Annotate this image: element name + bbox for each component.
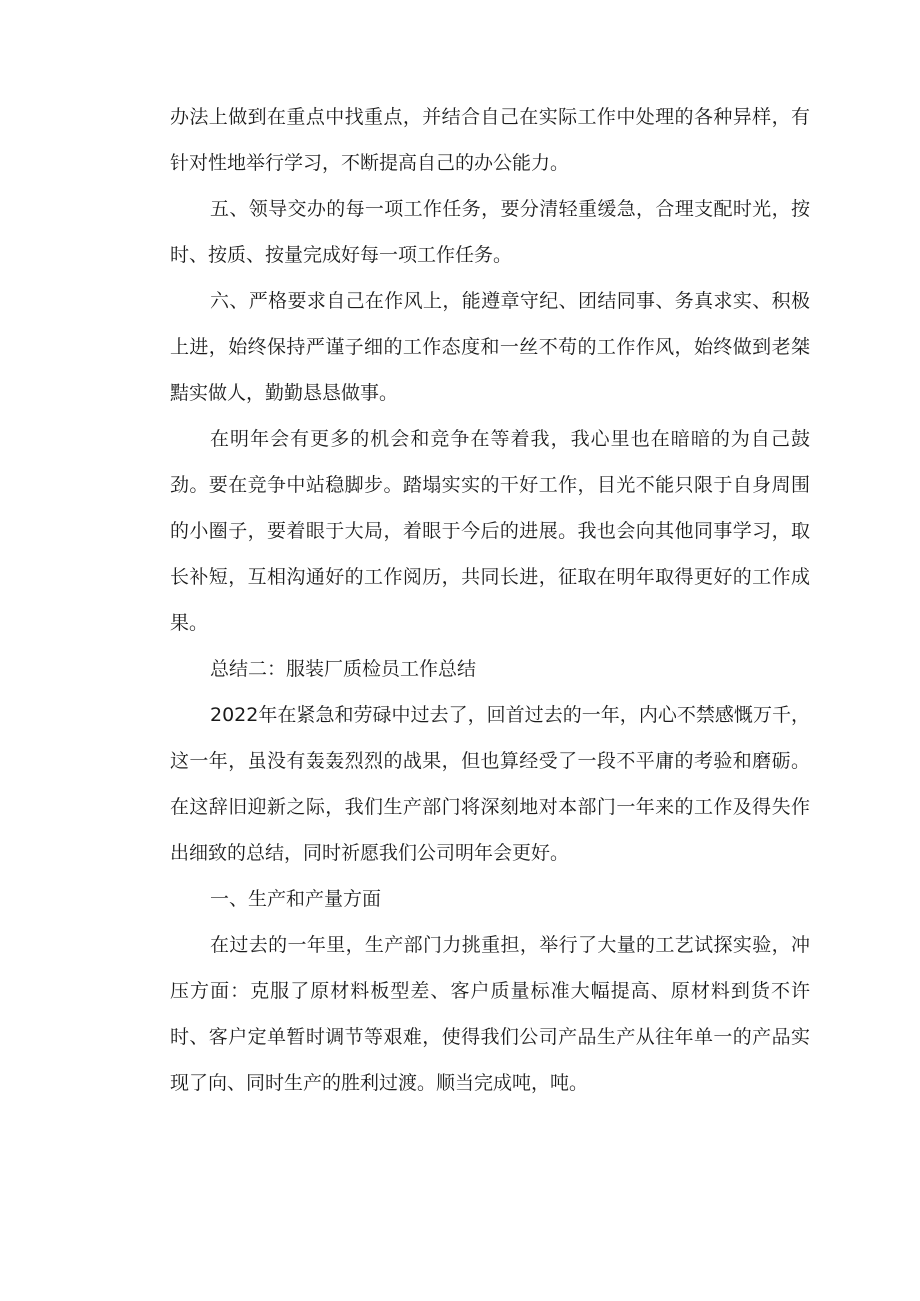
paragraph-item-six: 六、严格要求自己在作风上，能遵章守纪、团结同事、务真求实、积极上进，始终保持严谨子细的工作态度和一丝不苟的工作作风，始终做到老桀黠实做人，勤勤恳恳做事。 <box>170 290 810 404</box>
paragraph-item-five: 五、领导交办的每一项工作任务，要分清轻重缓急，合理支配时光，按时、按质、按量完成好每一项工作任务。 <box>170 198 810 266</box>
document-body <box>170 94 810 1106</box>
subsection-heading-production: 一、生产和产量方面 <box>210 888 382 910</box>
section-heading-summary-two: 总结二：服装厂质检员工作总结 <box>210 658 477 680</box>
paragraph-outlook: 在明年会有更多的机会和竞争在等着我，我心里也在暗暗的为自己鼓劲。要在竞争中站稳脚步。踏塌实实的干好工作，目光不能只限于自身周围的小圈子，要着眼于大局，着眼于今后的进展。我也会向其他同事学习，取长补短，互相沟通好的工作阅历，共同长进，征取在明年取得更好的工作成果。 <box>170 428 810 634</box>
paragraph-production: 在过去的一年里，生产部门力挑重担，举行了大量的工艺试探实验，冲压方面：克服了原材料板型差、客户质量标准大幅提高、原材料到货不许时、客户定单暂时调节等艰难，使得我们公司产品生产从往年单一的产品实现了向、同时生产的胜利过渡。顺当完成吨，吨。 <box>170 934 810 1094</box>
paragraph-year-review: 2022年在紧急和劳碌中过去了，回首过去的一年，内心不禁感慨万千，这一年，虽没有轰轰烈烈的战果，但也算经受了一段不平庸的考验和磨砺。在这辞旧迎新之际，我们生产部门将深刻地对本部门一年来的工作及得失作出细致的总结，同时祈愿我们公司明年会更好。 <box>170 704 810 864</box>
paragraph-continued: 办法上做到在重点中找重点，并结合自己在实际工作中处理的各种异样，有针对性地举行学习，不断提高自己的办公能力。 <box>170 106 810 174</box>
